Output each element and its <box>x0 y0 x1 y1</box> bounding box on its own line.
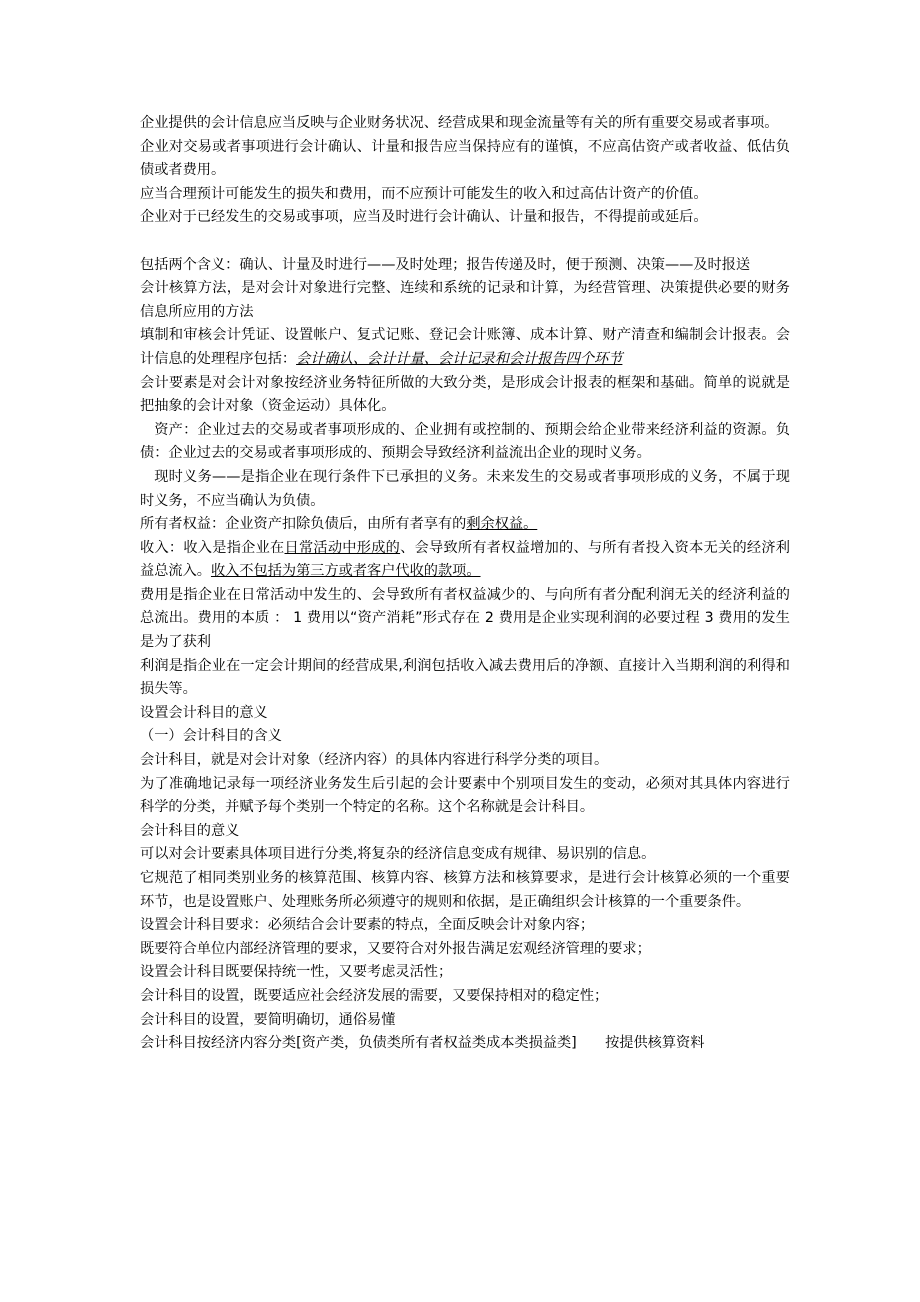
paragraph-profit: 利润是指企业在一定会计期间的经营成果,利润包括收入减去费用后的净额、直接计入当期利润的利得和损失等。 <box>140 657 790 698</box>
paragraph-standardization: 它规范了相同类别业务的核算范围、核算内容、核算方法和核算要求，是进行会计核算必须的一个重要环节，也是设置账户、处理账务所必须遵守的规则和依据，是正确组织会计核算的一个重要条件。 <box>140 870 790 910</box>
paragraph-methods-list <box>140 324 790 371</box>
blank-line <box>140 230 790 254</box>
paragraph-account-definition: 会计科目，就是对会计对象（经济内容）的具体内容进行科学分类的项目。 <box>140 752 609 769</box>
paragraph-timeliness: 包括两个含义：确认、计量及时进行——及时处理；报告传递及时，便于预测、决策——及时报送 <box>140 256 751 273</box>
heading-account-significance-2: 会计科目的意义 <box>140 822 240 839</box>
heading-account-significance: 设置会计科目的意义 <box>140 704 268 721</box>
methods-list-emphasis: 会计确认、会计计量、会计记录和会计报告四个环节 <box>296 350 623 367</box>
paragraph-3: 应当合理预计可能发生的损失和费用，而不应预计可能发生的收入和过高估计资产的价值。 <box>140 185 708 202</box>
paragraph-revenue <box>140 537 790 584</box>
paragraph-accounting-methods: 会计核算方法，是对会计对象进行完整、连续和系统的记录和计算，为经营管理、决策提供必要的财务信息所应用的方法 <box>140 280 790 320</box>
paragraph-requirement-3: 设置会计科目既要保持统一性，又要考虑灵活性； <box>140 964 453 981</box>
paragraph-1: 企业提供的会计信息应当反映与企业财务状况、经营成果和现金流量等有关的所有重要交易或者事项。 <box>140 115 779 131</box>
paragraph-classification: 可以对会计要素具体项目进行分类,将复杂的经济信息变成有规律、易识别的信息。 <box>140 846 656 863</box>
revenue-text-a: 收入：收入是指企业在 <box>140 539 285 556</box>
paragraph-owners-equity <box>140 513 790 537</box>
revenue-underline-1: 日常活动中形成的 <box>284 539 401 556</box>
paragraph-account-categories: 会计科目按经济内容分类[资产类，负债类所有者权益类成本类损益类] 按提供核算资料 <box>140 1035 705 1052</box>
revenue-text-b: 、会导致所有者权益增加的、与所有者投入资本无关的经济利益总流入。 <box>140 539 790 580</box>
revenue-underline-2: 收入不包括为第三方或者客户代收的款项。 <box>210 563 481 580</box>
paragraph-account-purpose: 为了准确地记录每一项经济业务发生后引起的会计要素中个别项目发生的变动，必须对其具体内容进行科学的分类，并赋予每个类别一个特定的名称。这个名称就是会计科目。 <box>140 775 790 816</box>
paragraph-expenses: 费用是指企业在日常活动中发生的、会导致所有者权益减少的、与向所有者分配利润无关的经济利益的总流出。费用的本质 ： 1 费用以“资产消耗”形式存在 2 费用是企业实现利润的必要过程 3 费用的发生是为了获利 <box>140 586 790 651</box>
paragraph-present-obligation: 现时义务——是指企业在现行条件下已承担的义务。未来发生的交易或者事项形成的义务，不属于现时义务，不应当确认为负债。 <box>140 468 790 509</box>
paragraph-4: 企业对于已经发生的交易或事项，应当及时进行会计确认、计量和报告，不得提前或延后。 <box>140 209 708 226</box>
paragraph-requirement-4: 会计科目的设置，既要适应社会经济发展的需要，又要保持相对的稳定性； <box>140 987 609 1004</box>
owners-equity-text: 所有者权益：企业资产扣除负债后，由所有者享有的 <box>140 516 467 533</box>
paragraph-elements: 会计要素是对会计对象按经济业务特征所做的大致分类，是形成会计报表的框架和基础。简单的说就是把抽象的会计对象（资金运动）具体化。 <box>140 374 790 415</box>
paragraph-requirement-5: 会计科目的设置，要简明确切，通俗易懂 <box>140 1011 396 1028</box>
paragraph-2: 企业对交易或者事项进行会计确认、计量和报告应当保持应有的谨慎，不应高估资产或者收益、低估负债或者费用。 <box>140 138 790 179</box>
methods-list-text: 填制和审核会计凭证、设置帐户、复式记账、登记会计账簿、成本计算、财产清查和编制会计报表。会计信息的处理程序包括： <box>140 327 790 367</box>
paragraph-requirement-1: 设置会计科目要求：必须结合会计要素的特点，全面反映会计对象内容； <box>140 917 595 934</box>
heading-account-meaning: （一）会计科目的含义 <box>140 728 282 745</box>
owners-equity-underline: 剩余权益。 <box>466 516 538 533</box>
document-body <box>140 112 790 1056</box>
paragraph-assets-liabilities: 资产：企业过去的交易或者事项形成的、企业拥有或控制的、预期会给企业带来经济利益的资源。负债：企业过去的交易或者事项形成的、预期会导致经济利益流出企业的现时义务。 <box>140 421 790 462</box>
paragraph-requirement-2: 既要符合单位内部经济管理的要求，又要符合对外报告满足宏观经济管理的要求； <box>140 940 651 957</box>
